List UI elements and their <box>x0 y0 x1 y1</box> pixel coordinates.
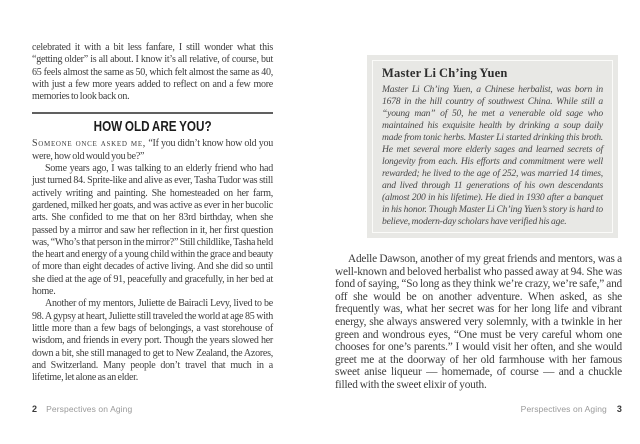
sidebar-title: Master Li Ch’ing Yuen <box>382 66 508 80</box>
body-paragraph-tasha: Some years ago, I was talking to an elderly friend who had just turned 84. Sprite-like and alive as ever, Tasha Tudor was still actively writing and painting. She homesteaded on her farm, gardened, milked her goats, and was active as ever in her bucolic arts. She confided to me that on her 83rd birthday, when she passed by a mirror and saw her reflection in it, her first question was, “Who’s that person in the mirror?” Still childlike, Tasha held the heart and energy of a young child within the grace and beauty of more than eight decades of active living. And she did so until she died at the age of 91, peacefully and gracefully, in her bed at home. <box>32 163 273 298</box>
lead-smallcaps-text: Someone once asked me, <box>32 138 146 150</box>
section-divider <box>32 112 273 114</box>
right-page-footer <box>335 404 622 414</box>
lead-rest-text: “If you didn’t know how old you were, how old would you be?” <box>32 138 273 162</box>
right-page-text-column <box>335 55 622 392</box>
body-paragraph-adelle: Adelle Dawson, another of my great friends and mentors, was a well-known and beloved herbalist who passed away at 94. She was fond of saying, “So long as they think we’re crazy, we’re safe,” and off she would be on another adventure. When asked, as she frequently was, what her secret was for her long life and vibrant energy, she always answered very solemnly, with a twinkle in her green and wondrous eyes, “One must be very careful whom one chooses for one’s parents.” I would visit her often, and she would greet me at the doorway of her old farmhouse with her famous sweet anise liqueur — homemade, of course — and a chuckle filled with the sweet elixir of youth. <box>335 253 622 391</box>
lead-paragraph <box>32 138 273 163</box>
left-page-text-column <box>32 42 273 384</box>
left-running-title: Perspectives on Aging <box>46 404 133 414</box>
left-page-number: 2 <box>32 404 38 414</box>
right-running-title: Perspectives on Aging <box>520 404 607 414</box>
body-paragraph-juliette: Another of my mentors, Juliette de Bairacli Levy, lived to be 98. A gypsy at heart, Juliette still traveled the world at age 85 with little more than a few bags of belongings, a vast storehouse of wisdom, and friends in every port. Though the years slowed her down a bit, she still managed to get to New Zealand, the Azores, and Switzerland. Many people don’t travel that much in a lifetime, let alone as an elder. <box>32 298 273 384</box>
right-page-number: 3 <box>616 404 622 414</box>
section-heading <box>32 119 273 135</box>
left-page-footer <box>32 404 132 414</box>
sidebar-body-text: Master Li Ch’ing Yuen, a Chinese herbalist, was born in 1678 in the hill country of southwest China. While still a “young man” of 50, he met a venerable old sage who maintained his exquisite health by drinking a soup daily made from tonic herbs. Master Li started drinking this broth. He met several more elderly sages and learned secrets of longevity from each. His efforts and commitment were well rewarded; he lived to the age of 252, was married 14 times, and lived through 11 generations of his own descendants (almost 200 in his lifetime). He died in 1930 after a banquet in his honor. Though Master Li Ch’ing Yuen’s story is hard to believe, modern-day scholars have verified his age. <box>382 84 603 227</box>
sidebar-box <box>367 55 618 238</box>
continuation-paragraph: celebrated it with a bit less fanfare, I still wonder what this “getting older” is all about. I know it’s all relative, of course, but 65 feels almost the same as 50, which felt almost the same as 40, with just a few more years added to reflect on and a few more memories to look back on. <box>32 42 273 103</box>
section-heading-text: HOW OLD ARE YOU? <box>93 118 212 136</box>
